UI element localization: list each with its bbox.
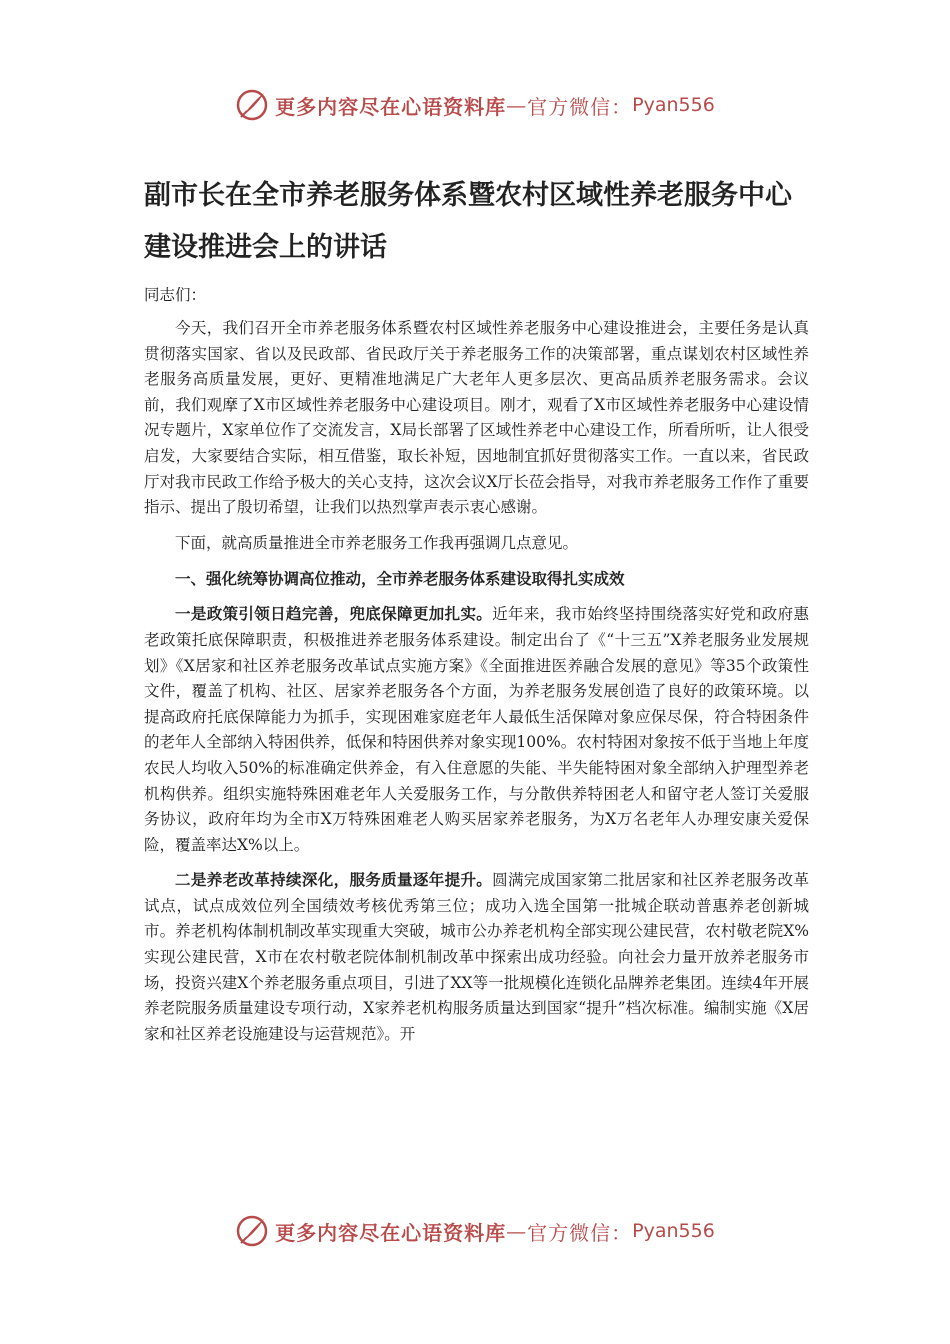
feather-pen-logo-icon <box>235 88 269 122</box>
feather-pen-logo-icon <box>235 1214 269 1248</box>
watermark-wechat-label: 官方微信： <box>527 94 633 119</box>
point-body-2: 圆满完成国家第二批居家和社区养老服务改革试点，试点成效位列全国绩效考核优秀第三位；成功入选全国第一批城企联动普惠养老创新城市。养老机构体制机制改革实现重大突破，城市公办养老机构全部实现公建民营，农村敬老院X%实现公建民营，X市在农村敬老院体制机制改革中探索出成功经验。向社会力量开放养老服务市场，投资兴建X个养老服务重点项目，引进了XX等一批规模化连锁化品牌养老集团。连续4年开展养老院服务质量建设专项行动，X家养老机构服务质量达到国家“提升”档次标准。编制实施《X居家和社区养老设施建设与运营规范》。开 <box>144 871 809 1043</box>
watermark-separator: — <box>506 93 528 117</box>
point-body-1: 近年来，我市始终坚持围绕落实好党和政府惠老政策托底保障职责，积极推进养老服务体系建设。制定出台了《“十三五”X养老服务业发展规划》《X居家和社区养老服务改革试点实施方案》《全面推进医养融合发展的意见》等35个政策性文件，覆盖了机构、社区、居家养老服务各个方面，为养老服务发展创造了良好的政策环境。以提高政府托底保障能力为抓手，实现困难家庭老年人最低生活保障对象应保尽保，符合特困条件的老年人全部纳入特困供养，低保和特困供养对象实现100%。农村特困对象按不低于当地上年度农民人均收入50%的标准确定供养金，有入住意愿的失能、半失能特困对象全部纳入护理型养老机构供养。组织实施特殊困难老年人关爱服务工作，与分散供养特困老人和留守老人签订关爱服务协议，政府年均为全市X万特殊困难老人购买居家养老服务，为X万名老年人办理安康关爱保险，覆盖率达X%以上。 <box>144 605 809 854</box>
watermark-brand-text: 更多内容尽在心语资料库 <box>275 94 507 119</box>
watermark-banner-bottom <box>0 1211 950 1251</box>
transition-paragraph: 下面，就高质量推进全市养老服务工作我再强调几点意见。 <box>175 533 579 552</box>
watermark-brand-text: 更多内容尽在心语资料库 <box>275 1220 507 1245</box>
document-title: 副市长在全市养老服务体系暨农村区域性养老服务中心建设推进会上的讲话 <box>144 180 792 263</box>
section-heading-1: 一、强化统筹协调高位推动，全市养老服务体系建设取得扎实成效 <box>175 570 625 589</box>
watermark-separator: — <box>506 1219 528 1243</box>
salutation: 同志们： <box>144 286 207 304</box>
point-paragraph-1 <box>144 602 809 858</box>
document-body <box>144 170 809 1057</box>
watermark-banner-top <box>0 85 950 125</box>
watermark-wechat-id: Pyan556 <box>632 94 715 116</box>
point-lead-2: 二是养老改革持续深化，服务质量逐年提升。 <box>175 871 493 890</box>
watermark-wechat-id: Pyan556 <box>632 1220 715 1242</box>
point-lead-1: 一是政策引领日趋完善，兜底保障更加扎实。 <box>175 605 493 624</box>
point-paragraph-2 <box>144 868 809 1047</box>
watermark-wechat-label: 官方微信： <box>527 1220 633 1245</box>
intro-paragraph: 今天，我们召开全市养老服务体系暨农村区域性养老服务中心建设推进会，主要任务是认真贯彻落实国家、省以及民政部、省民政厅关于养老服务工作的决策部署，重点谋划农村区域性养老服务高质量发展，更好、更精准地满足广大老年人更多层次、更高品质养老服务需求。会议前，我们观摩了X市区域性养老服务中心建设项目。刚才，观看了X市区域性养老服务中心建设情况专题片，X家单位作了交流发言，X局长部署了区域性养老中心建设工作，所看所听，让人很受启发，大家要结合实际，相互借鉴，取长补短，因地制宜抓好贯彻落实工作。一直以来，省民政厅对我市民政工作给予极大的关心支持，这次会议X厅长莅会指导，对我市养老服务工作作了重要指示、提出了殷切希望，让我们以热烈掌声表示衷心感谢。 <box>144 319 809 517</box>
